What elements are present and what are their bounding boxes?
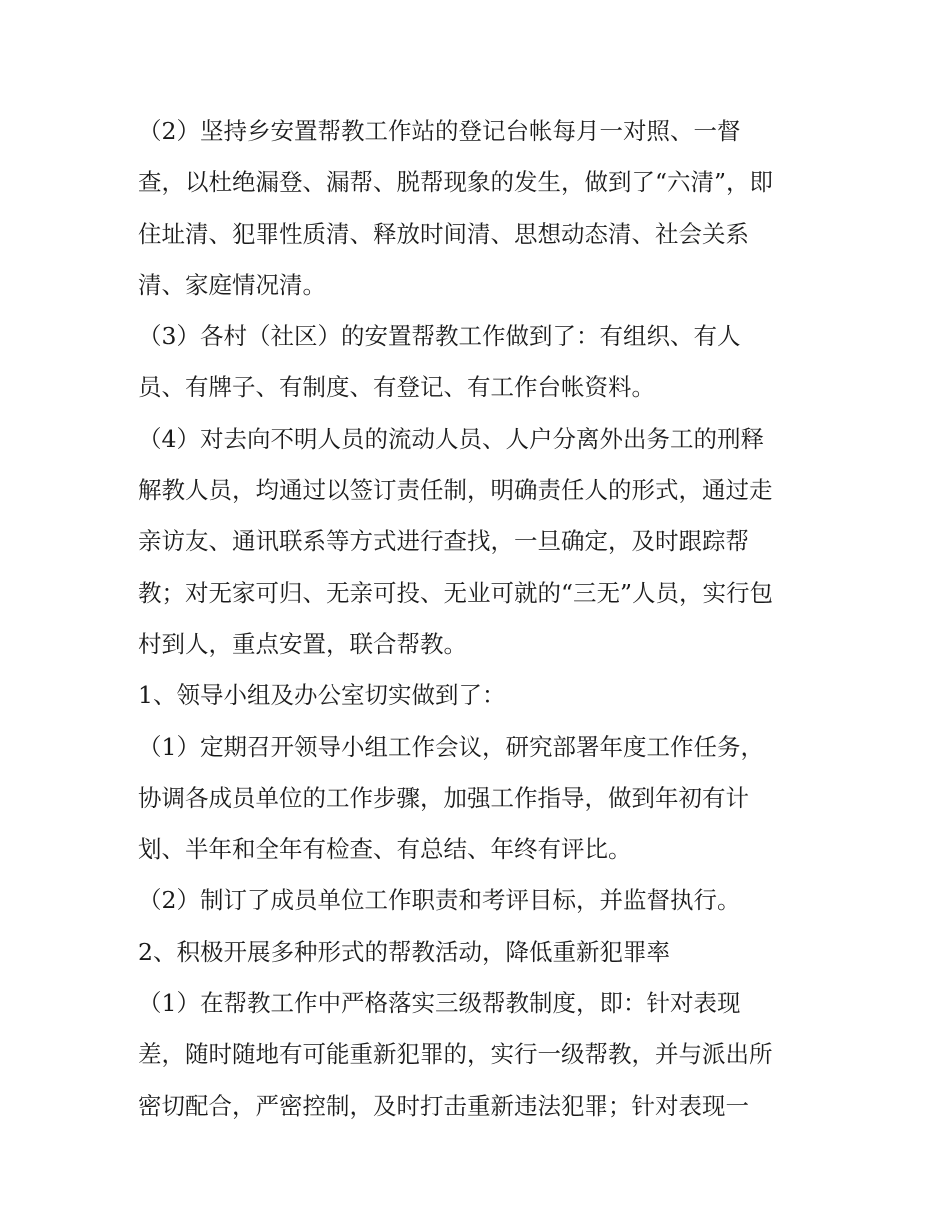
text-line: 密切配合，严密控制，及时打击重新违法犯罪；针对表现一: [138, 1091, 749, 1120]
text-line: （2）坚持乡安置帮教工作站的登记台帐每月一对照、一督: [138, 117, 741, 145]
text-line: 员、有牌子、有制度、有登记、有工作台帐资料。: [138, 373, 655, 402]
text-line: 解教人员，均通过以签订责任制，明确责任人的形式，通过走: [138, 476, 773, 505]
text-line: 差，随时随地有可能重新犯罪的，实行一级帮教，并与派出所: [138, 1040, 773, 1069]
text-line: 村到人，重点安置，联合帮教。: [138, 629, 467, 658]
text-line: （3）各村（社区）的安置帮教工作做到了：有组织、有人: [138, 322, 741, 351]
section-heading: 2、积极开展多种形式的帮教活动，降低重新犯罪率: [138, 937, 670, 966]
document-body: [138, 106, 828, 1132]
text-line: 协调各成员单位的工作步骤，加强工作指导，做到年初有计: [138, 783, 749, 812]
text-line: （2）制订了成员单位工作职责和考评目标，并监督执行。: [138, 886, 741, 915]
text-line: 住址清、犯罪性质清、释放时间清、思想动态清、社会关系: [138, 219, 749, 248]
text-line: （4）对去向不明人员的流动人员、人户分离外出务工的刑释: [138, 424, 764, 453]
text-line: 划、半年和全年有检查、有总结、年终有评比。: [138, 835, 632, 864]
text-line: 亲访友、通讯联系等方式进行查找，一旦确定，及时跟踪帮: [138, 527, 749, 556]
text-line: 教；对无家可归、无亲可投、无业可就的“三无”人员，实行包: [138, 578, 774, 607]
text-line: 查，以杜绝漏登、漏帮、脱帮现象的发生，做到了“六清”，即: [138, 168, 774, 197]
text-line: （1）在帮教工作中严格落实三级帮教制度，即：针对表现: [138, 989, 741, 1018]
text-line: 清、家庭情况清。: [138, 270, 326, 299]
section-heading: 1、领导小组及办公室切实做到了：: [138, 681, 506, 710]
text-line: （1）定期召开领导小组工作会议，研究部署年度工作任务，: [138, 732, 764, 761]
